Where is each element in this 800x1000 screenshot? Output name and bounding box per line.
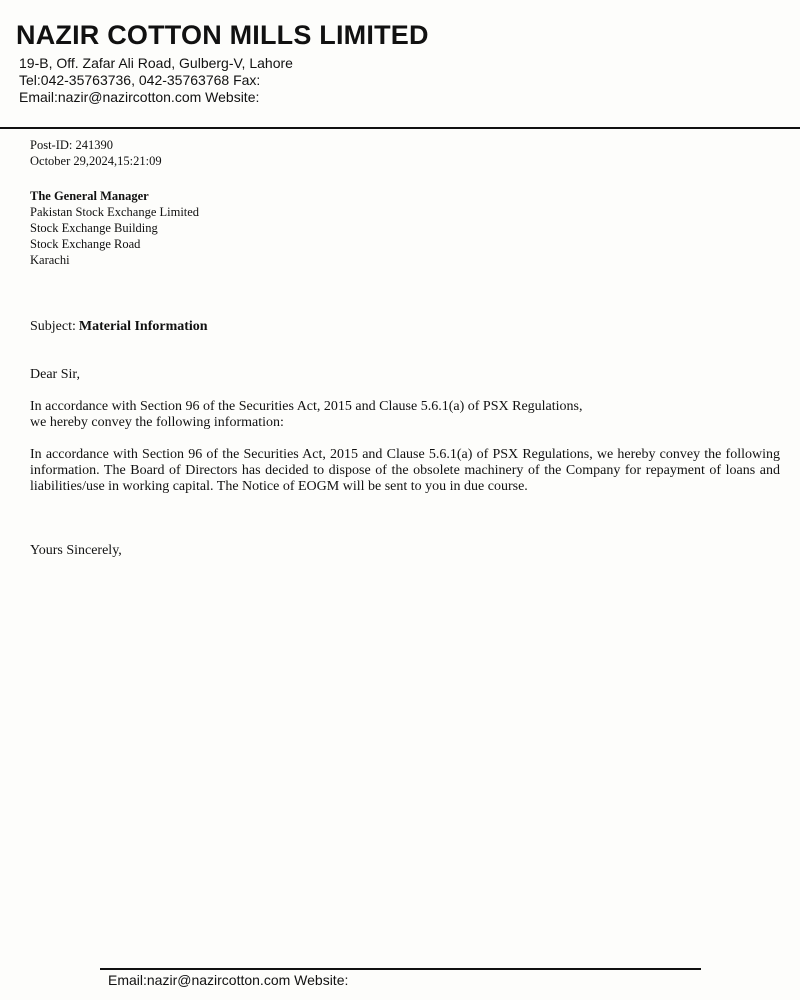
salutation: Dear Sir, — [30, 367, 80, 382]
header-divider — [0, 127, 800, 129]
footer-divider — [100, 968, 701, 970]
subject-label: Subject: — [30, 319, 76, 334]
intro-line-2: we hereby convey the following information: — [30, 415, 284, 430]
recipient-address — [30, 188, 199, 268]
company-phone: Tel:042-35763736, 042-35763768 Fax: — [19, 72, 261, 88]
recipient-city: Karachi — [30, 253, 70, 267]
intro-paragraph — [30, 399, 780, 431]
company-name: NAZIR COTTON MILLS LIMITED — [16, 20, 429, 50]
intro-line-1: In accordance with Section 96 of the Securities Act, 2015 and Clause 5.6.1(a) of PSX Regulations, — [30, 399, 583, 414]
closing: Yours Sincerely, — [30, 543, 122, 558]
subject-value: Material Information — [78, 319, 208, 334]
body-paragraph: In accordance with Section 96 of the Securities Act, 2015 and Clause 5.6.1(a) of PSX Regulations, we hereby convey the following information. The Board of Directors has decided to dispose of the obsolete machinery of the Company for repayment of loans and liabilities/use in working capital. The Notice of EOGM will be sent to you in due course. — [30, 447, 780, 494]
recipient-title: The General Manager — [30, 189, 149, 203]
recipient-road: Stock Exchange Road — [30, 237, 141, 251]
footer-email: Email:nazir@nazircotton.com Website: — [108, 972, 349, 988]
recipient-organization: Pakistan Stock Exchange Limited — [30, 205, 200, 219]
post-id: Post-ID: 241390 — [30, 138, 113, 152]
company-email: Email:nazir@nazircotton.com Website: — [19, 89, 260, 105]
post-datetime: October 29,2024,15:21:09 — [30, 154, 162, 168]
recipient-building: Stock Exchange Building — [30, 221, 158, 235]
company-address: 19-B, Off. Zafar Ali Road, Gulberg-V, Lahore — [19, 55, 293, 71]
subject-line — [30, 319, 208, 335]
